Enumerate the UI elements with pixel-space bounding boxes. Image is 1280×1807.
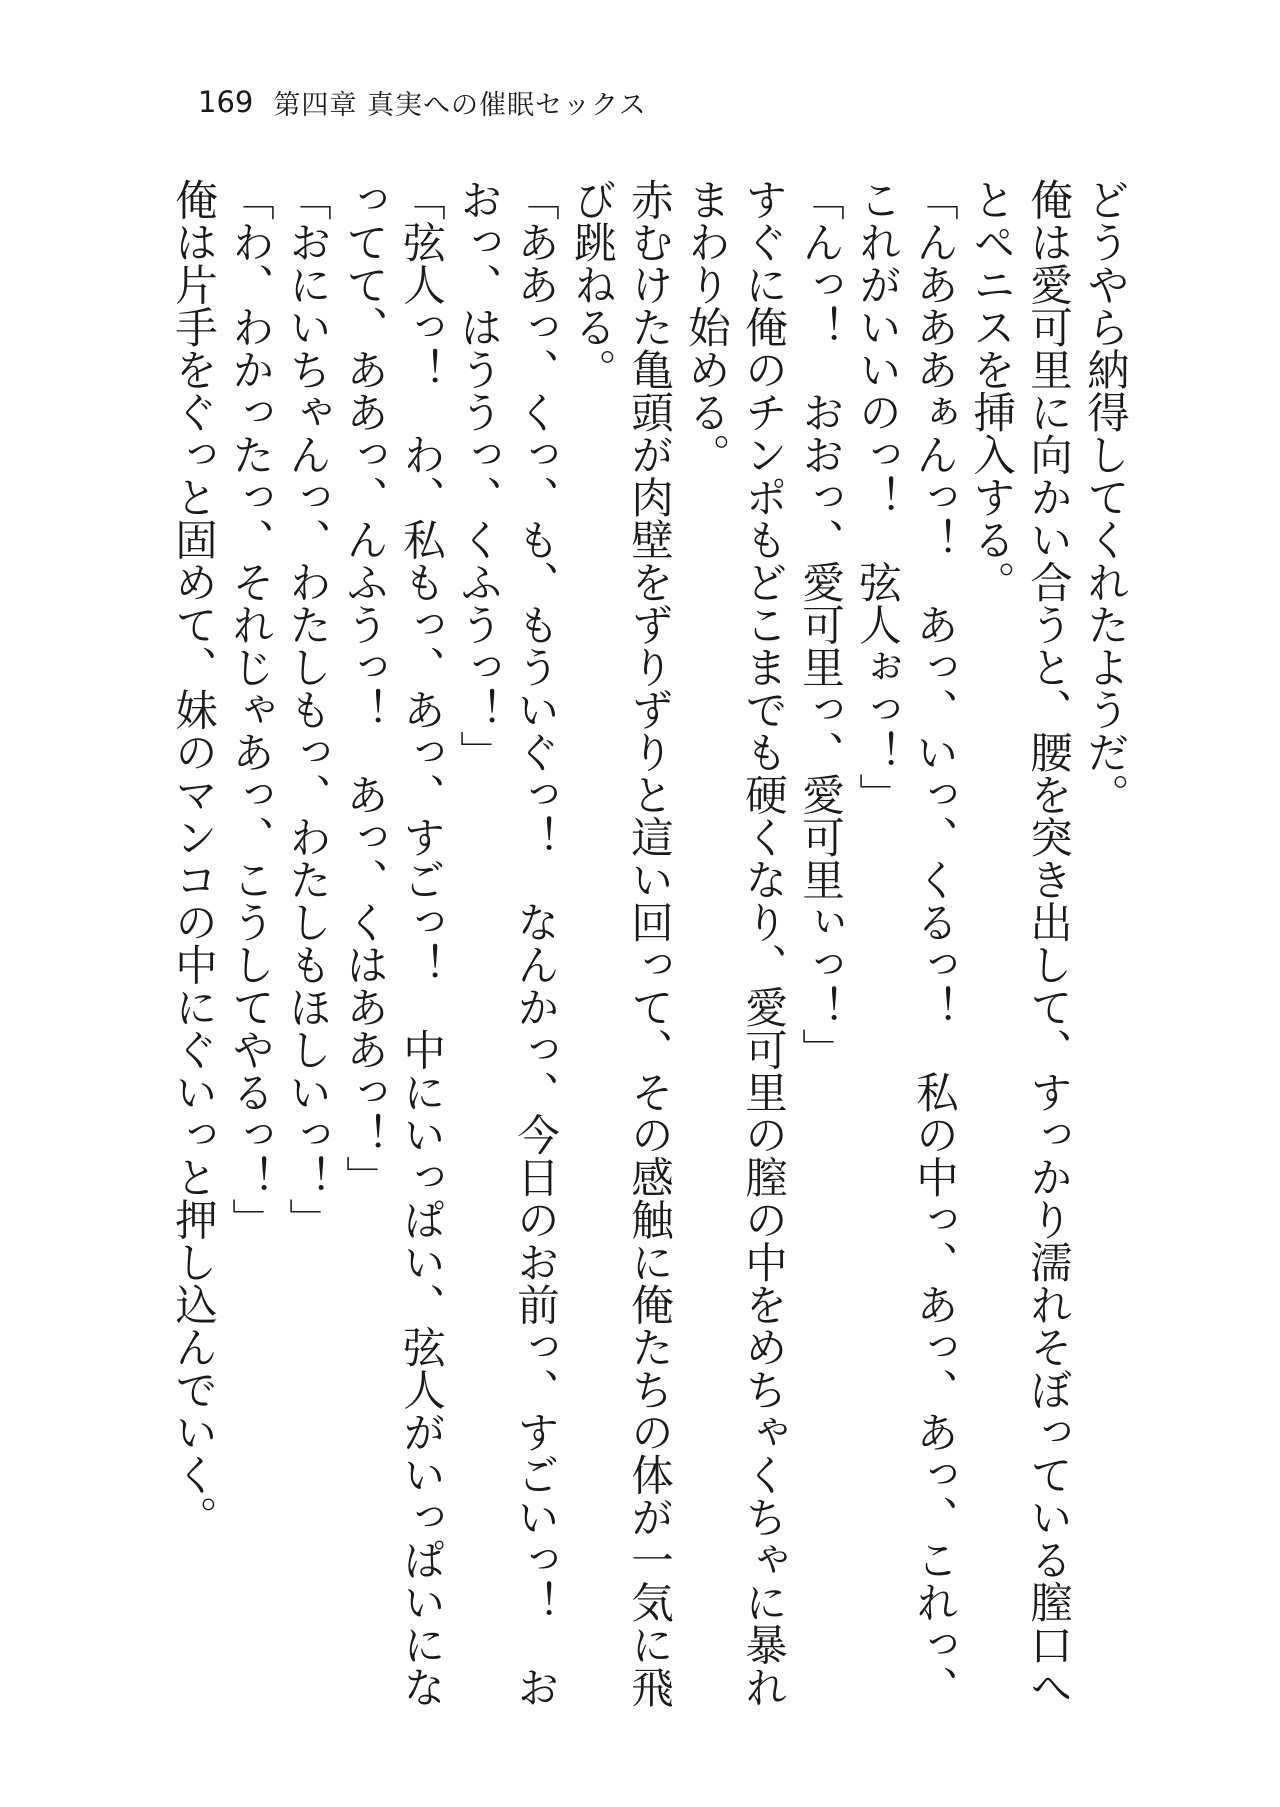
paragraph: 「んあああぁんっ！ あっ、いっ、くるっ！ 私の中っ、あっ、あっ、これっ、これがいいのっ！ 弦人ぉっ！」 [852,178,958,1708]
paragraph: 「ああっ、くっ、も、もういぐっ！ なんかっ、今日のお前っ、すごいっ！ おおっ、はううっ、くふうっ！」 [453,178,559,1708]
vertical-body-text [133,178,1133,1708]
page-number: 169 [198,85,254,119]
paragraph: 赤むけた亀頭が肉壁をずりずりと這い回って、その感触に俺たちの体が一気に飛び跳ねる。 [567,178,673,1708]
paragraph: 俺は愛可里に向かい合うと、腰を突き出して、すっかり濡れそぼっている膣口へとペニスを挿入する。 [966,178,1072,1708]
paragraph: 「んっ！ おおっ、愛可里っ、愛可里ぃっ！」 [795,178,844,1071]
paragraph: どうやら納得してくれたようだ。 [1080,178,1129,816]
paragraph: 「おにいちゃんっ、わたしもっ、わたしもほしいっ！」 [282,178,331,1241]
paragraph: 「わ、わかったっ、それじゃあっ、こうしてやるっ！」 [225,178,274,1241]
chapter-title: 第四章 真実への催眠セックス [273,89,647,121]
paragraph: 「弦人っ！ わ、私もっ、あっ、すごっ！ 中にいっぱい、弦人がいっぱいになってて、ああっ、んふうっ！ あっ、くはああっ！」 [339,178,445,1708]
paragraph: すぐに俺のチンポもどこまでも硬くなり、愛可里の膣の中をめちゃくちゃに暴れまわり始める。 [681,178,787,1708]
running-header [198,78,647,126]
paragraph: 俺は片手をぐっと固めて、妹のマンコの中にぐいっと押し込んでいく。 [168,178,217,1538]
